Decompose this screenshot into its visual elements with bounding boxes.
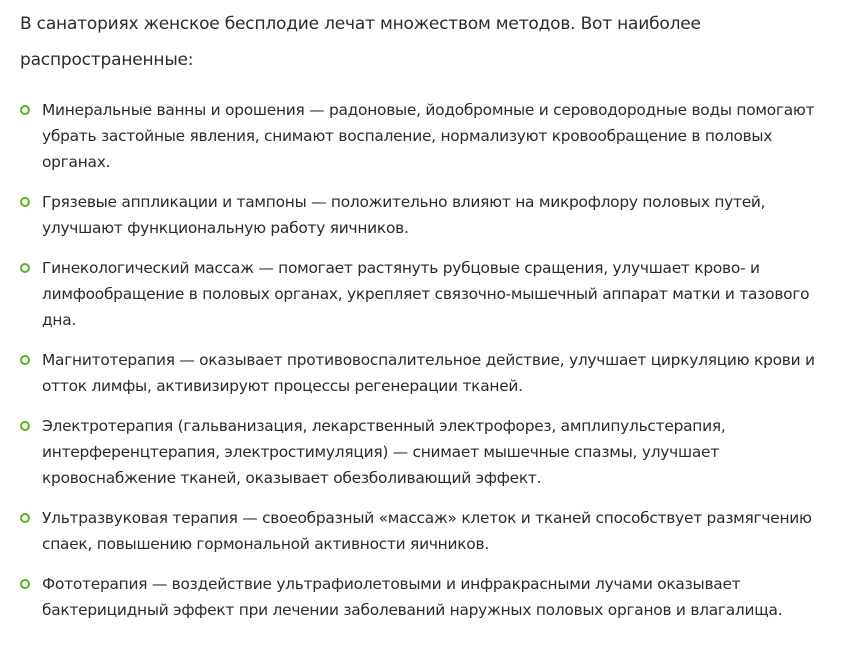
list-item-text: Ультразвуковая терапия — своеобразный «массаж» клеток и тканей способствует размягчению спаек, повышению гормональной активности яичников. <box>42 509 812 553</box>
list-item <box>0 347 854 399</box>
list-item-text: Минеральные ванны и орошения — радоновые, йодобромные и сероводородные воды помогают убрать застойные явления, снимают воспаление, нормализуют кровообращение в половых органах. <box>42 101 815 171</box>
list-item <box>0 505 854 557</box>
list-item <box>0 97 854 175</box>
circle-bullet-icon <box>20 421 30 431</box>
circle-bullet-icon <box>20 579 30 589</box>
circle-bullet-icon <box>20 263 30 273</box>
circle-bullet-icon <box>20 355 30 365</box>
circle-bullet-icon <box>20 197 30 207</box>
circle-bullet-icon <box>20 105 30 115</box>
list-item <box>0 413 854 491</box>
list-item-text: Грязевые аппликации и тампоны — положительно влияют на микрофлору половых путей, улучшают функциональную работу яичников. <box>42 193 766 237</box>
list-item <box>0 571 854 623</box>
intro-paragraph: В санаториях женское бесплодие лечат множеством методов. Вот наиболее распространенные: <box>20 14 701 70</box>
circle-bullet-icon <box>20 513 30 523</box>
treatment-methods-list <box>0 97 854 623</box>
list-item <box>0 255 854 333</box>
list-item <box>0 189 854 241</box>
list-item-text: Фототерапия — воздействие ультрафиолетовыми и инфракрасными лучами оказывает бактерицидный эффект при лечении заболеваний наружных половых органов и влагалища. <box>42 575 783 619</box>
list-item-text: Магнитотерапия — оказывает противовоспалительное действие, улучшает циркуляцию крови и отток лимфы, активизируют процессы регенерации тканей. <box>42 351 815 395</box>
list-item-text: Гинекологический массаж — помогает растянуть рубцовые сращения, улучшает крово- и лимфообращение в половых органах, укрепляет связочно-мышечный аппарат матки и тазового дна. <box>42 259 810 329</box>
list-item-text: Электротерапия (гальванизация, лекарственный электрофорез, амплипульстерапия, интерференцтерапия, электростимуляция) — снимает мышечные спазмы, улучшает кровоснабжение тканей, оказывает обезболивающий эффект. <box>42 417 726 487</box>
